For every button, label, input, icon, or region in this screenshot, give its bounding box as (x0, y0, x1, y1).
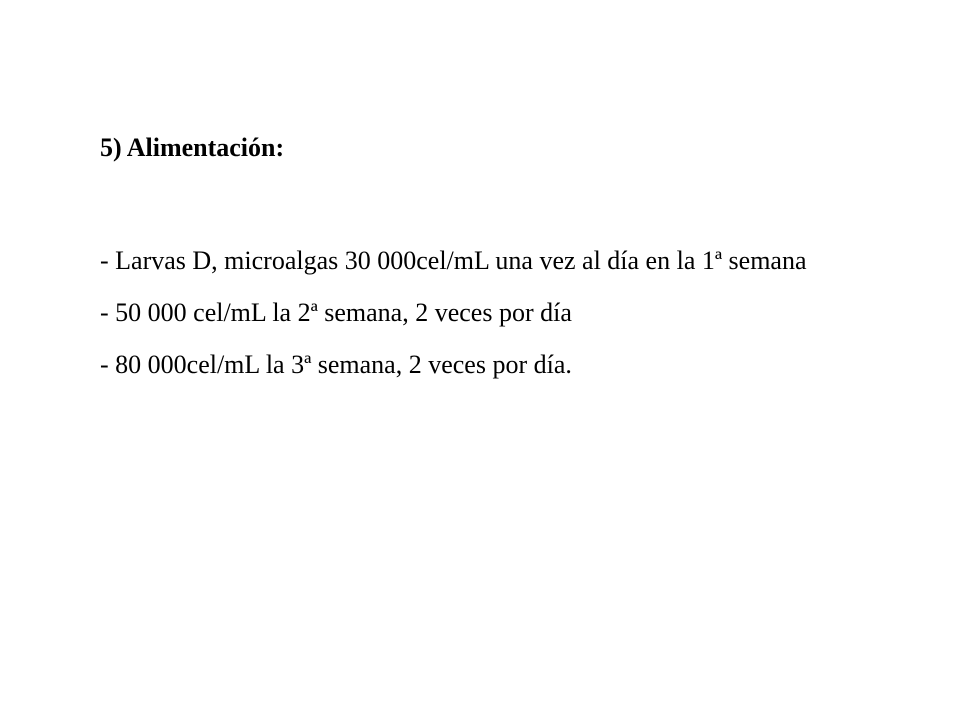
bullet-item-week-2: - 50 000 cel/mL la 2ª semana, 2 veces por día (100, 298, 572, 327)
bullet-list (100, 242, 890, 398)
bullet-item-week-3: - 80 000cel/mL la 3ª semana, 2 veces por día. (100, 350, 572, 379)
slide-heading: 5) Alimentación: (100, 133, 285, 162)
bullet-item-week-1: - Larvas D, microalgas 30 000cel/mL una vez al día en la 1ª semana (100, 246, 807, 275)
